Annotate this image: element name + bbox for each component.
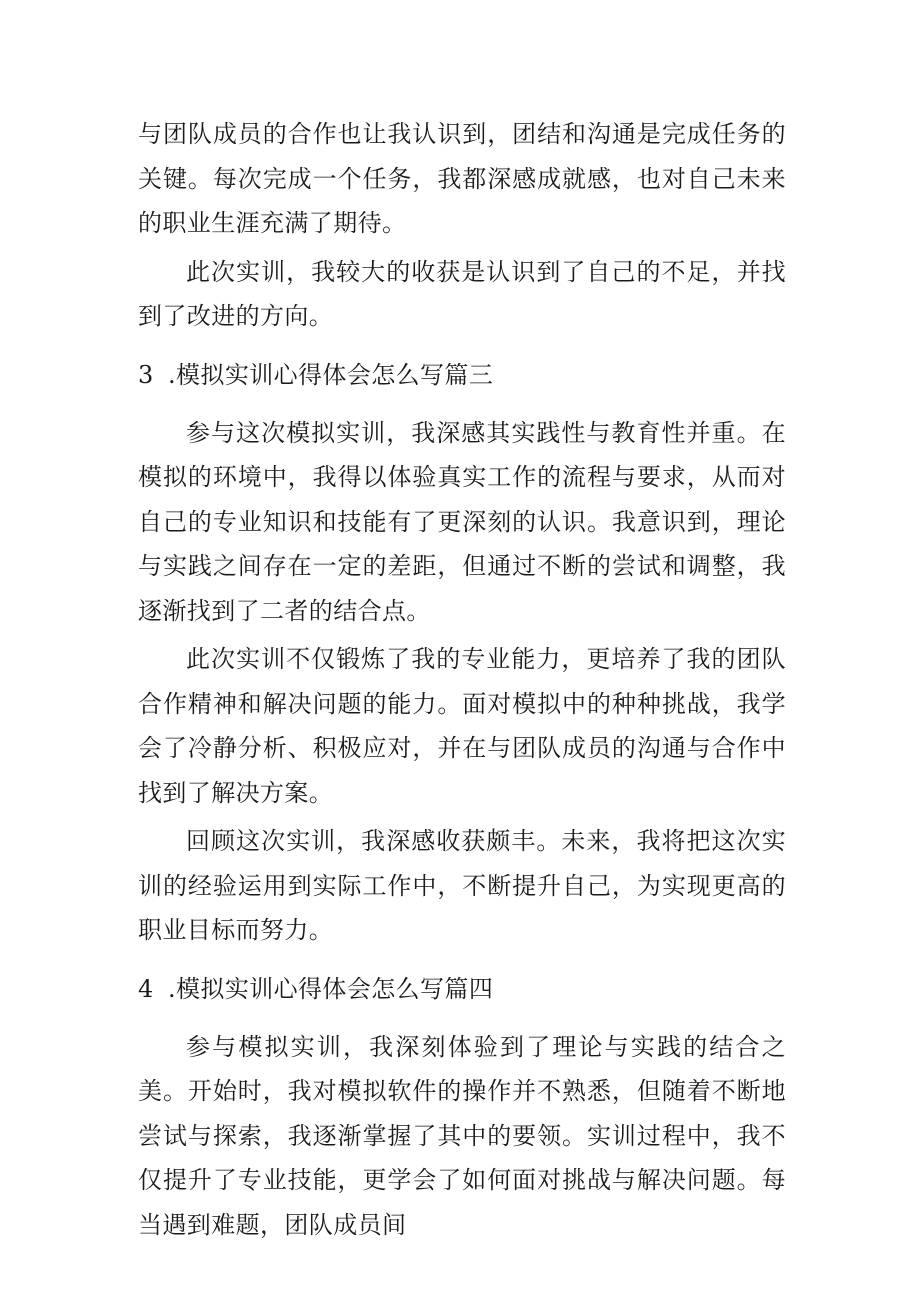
section-heading-3 (138, 353, 786, 397)
body-paragraph: 与团队成员的合作也让我认识到，团结和沟通是完成任务的关键。每次完成一个任务，我都深感成就感，也对自己未来的职业生涯充满了期待。 (138, 120, 786, 237)
section-number: 3 (138, 360, 154, 389)
section-heading-4 (138, 967, 786, 1011)
body-paragraph: 此次实训，我较大的收获是认识到了自己的不足，并找到了改进的方向。 (138, 257, 786, 330)
document-page (138, 112, 786, 1247)
section-title: .模拟实训心得体会怎么写篇三 (168, 360, 494, 389)
section-title: .模拟实训心得体会怎么写篇四 (168, 974, 494, 1003)
body-paragraph: 参与这次模拟实训，我深感其实践性与教育性并重。在模拟的环境中，我得以体验真实工作的流程与要求，从而对自己的专业知识和技能有了更深刻的认识。我意识到，理论与实践之间存在一定的差距，但通过不断的尝试和调整，我逐渐找到了二者的结合点。 (138, 418, 786, 625)
body-paragraph: 此次实训不仅锻炼了我的专业能力，更培养了我的团队合作精神和解决问题的能力。面对模拟中的种种挑战，我学会了冷静分析、积极应对，并在与团队成员的沟通与合作中找到了解决方案。 (138, 645, 786, 807)
body-paragraph: 参与模拟实训，我深刻体验到了理论与实践的结合之美。开始时，我对模拟软件的操作并不熟悉，但随着不断地尝试与探索，我逐渐掌握了其中的要领。实训过程中，我不仅提升了专业技能，更学会了如何面对挑战与解决问题。每当遇到难题，团队成员间 (138, 1032, 786, 1239)
body-paragraph: 回顾这次实训，我深感收获颇丰。未来，我将把这次实训的经验运用到实际工作中，不断提升自己，为实现更高的职业目标而努力。 (138, 827, 786, 944)
section-number: 4 (138, 974, 154, 1003)
